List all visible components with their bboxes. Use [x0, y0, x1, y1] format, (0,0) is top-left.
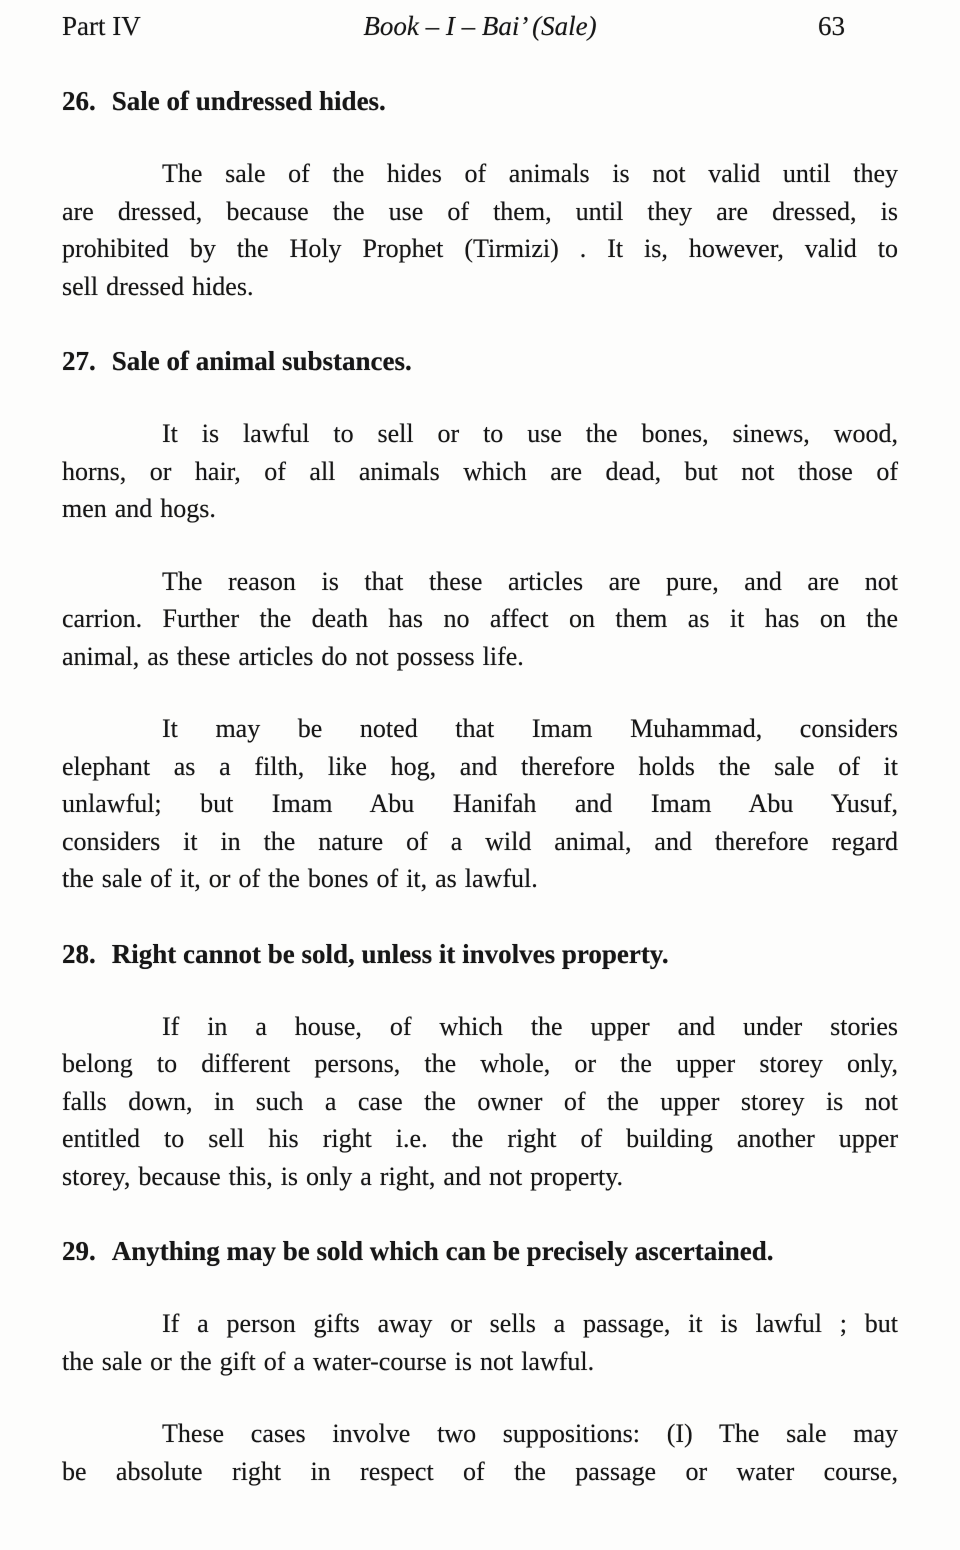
paragraph — [62, 415, 898, 528]
heading-number: 27. — [62, 346, 96, 376]
text-line: If in a house, of which the upper and under stories — [162, 1011, 898, 1041]
text-line: It is lawful to sell or to use the bones, sinews, wood, — [162, 419, 898, 448]
text-line: animal, as these articles do not possess life. — [62, 641, 524, 671]
page-body — [62, 83, 898, 1490]
text-line: belong to different persons, the whole, or the upper storey only, — [62, 1049, 898, 1078]
section-heading — [62, 343, 898, 380]
paragraph — [62, 155, 898, 305]
paragraph — [62, 710, 898, 898]
text-line: The sale of the hides of animals is not valid until they — [162, 159, 898, 188]
page-number: 63 — [818, 11, 845, 41]
heading-number: 26. — [62, 86, 96, 116]
text-column — [62, 8, 898, 1490]
text-line: elephant as a filth, like hog, and therefore holds the sale of it — [62, 751, 898, 781]
text-line: the sale of it, or of the bones of it, as lawful. — [62, 864, 538, 893]
text-line: considers it in the nature of a wild animal, and therefore regard — [62, 826, 898, 856]
header-book-title: Book – I – Bai’ (Sale) — [363, 11, 597, 41]
running-header — [62, 8, 898, 45]
text-line: carrion. Further the death has no affect on them as it has on the — [62, 604, 898, 633]
heading-text: Right cannot be sold, unless it involves property. — [111, 938, 669, 969]
section-heading — [62, 83, 898, 120]
text-line: If a person gifts away or sells a passage, it is lawful ; but — [162, 1309, 898, 1338]
text-line: entitled to sell his right i.e. the right of building another upper — [62, 1124, 898, 1153]
text-line: the sale or the gift of a water-course is not lawful. — [62, 1346, 595, 1376]
text-line: are dressed, because the use of them, until they are dressed, is — [62, 196, 898, 226]
text-line: be absolute right in respect of the passage or water course, — [62, 1456, 898, 1486]
text-line: horns, or hair, of all animals which are dead, but not those of — [62, 456, 898, 486]
heading-text: Sale of animal substances. — [111, 346, 412, 376]
text-line: falls down, in such a case the owner of the upper storey is not — [62, 1086, 898, 1116]
text-line: unlawful; but Imam Abu Hanifah and Imam Abu Yusuf, — [62, 789, 898, 818]
paragraph — [62, 563, 898, 676]
text-line: The reason is that these articles are pure, and are not — [162, 566, 898, 596]
paragraph — [62, 1008, 898, 1196]
text-line: It may be noted that Imam Muhammad, considers — [162, 714, 898, 743]
paragraph — [62, 1415, 898, 1490]
text-line: men and hogs. — [62, 494, 216, 523]
text-line: These cases involve two suppositions: (I) The sale may — [162, 1419, 898, 1448]
heading-text: Sale of undressed hides. — [111, 86, 386, 116]
heading-number: 29. — [62, 1236, 96, 1266]
header-part-label: Part IV — [62, 11, 141, 41]
section-heading — [62, 936, 898, 973]
section-heading — [62, 1233, 898, 1270]
text-line: storey, because this, is only a right, and not property. — [62, 1161, 624, 1191]
paragraph — [62, 1305, 898, 1380]
heading-text: Anything may be sold which can be precisely ascertained. — [111, 1236, 774, 1266]
text-line: prohibited by the Holy Prophet (Tirmizi) . It is, however, valid to — [62, 234, 898, 263]
heading-number: 28. — [62, 938, 96, 969]
text-line: sell dressed hides. — [62, 271, 254, 301]
